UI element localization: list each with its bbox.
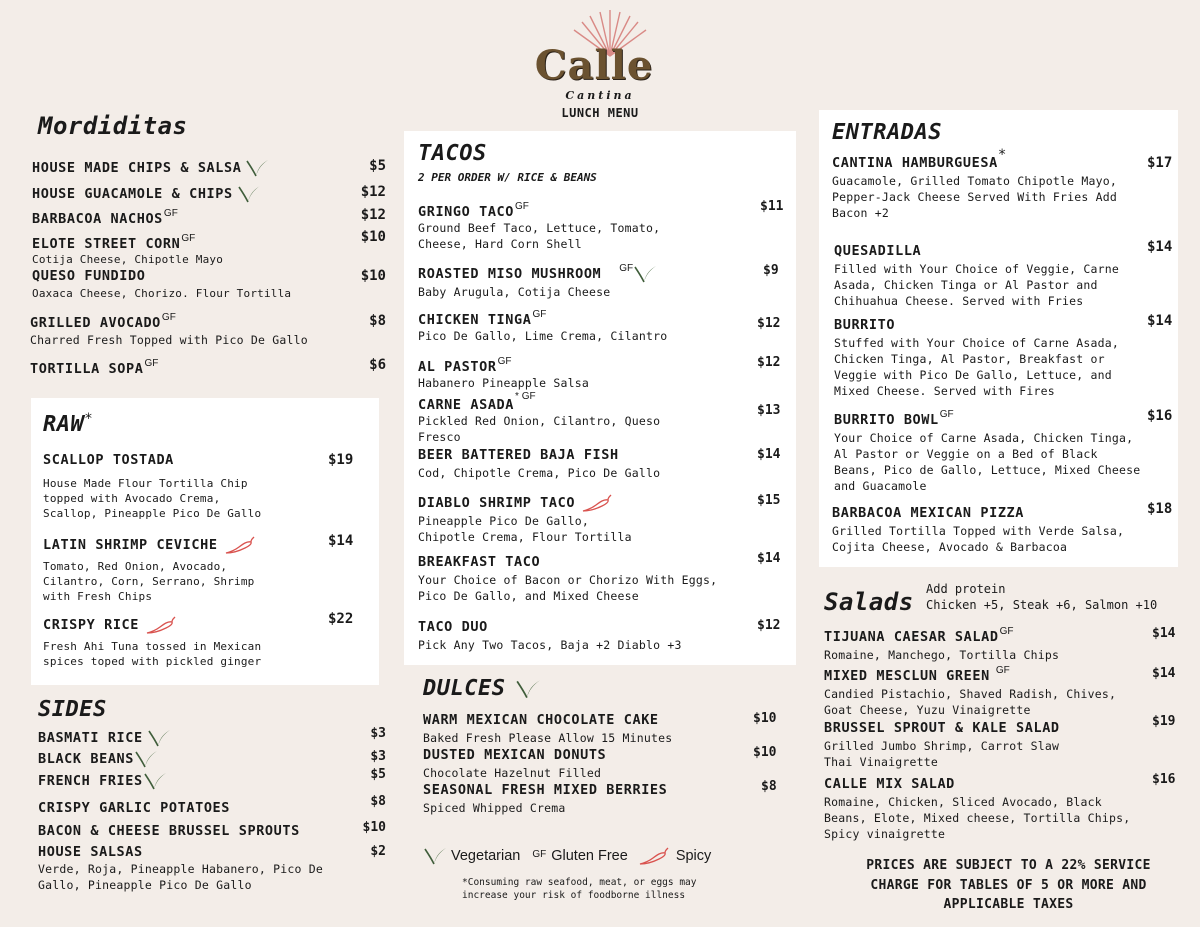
item-price: $19 <box>328 452 354 468</box>
spicy-icon <box>224 535 258 555</box>
item-description: Verde, Roja, Pineapple Habanero, Pico De Gallo, Pineapple Pico De Gallo <box>38 862 323 892</box>
item-price: $6 <box>369 357 386 373</box>
item-name: ROASTED MISO MUSHROOM <box>418 266 602 282</box>
item-name: GRILLED AVOCADO <box>30 315 161 331</box>
item-price: $12 <box>757 618 781 633</box>
item-name: AL PASTOR <box>418 359 497 375</box>
item-name: BRUSSEL SPROUT & KALE SALAD <box>824 720 1060 736</box>
item-description: Stuffed with Your Choice of Carne Asada, Chicken Tinga, Al Pastor, Breakfast or Veggie with Pico De Gallo, Lettuce, and Mixed Cheese. Served with Fires <box>834 336 1119 398</box>
item-price: $14 <box>757 551 781 566</box>
item-description: Grilled Tortilla Topped with Verde Salsa, Cojita Cheese, Avocado & Barbacoa <box>832 524 1125 554</box>
item-name: BASMATI RICE <box>38 730 143 746</box>
item-price: $14 <box>1147 239 1173 255</box>
legend-spicy-label: Spicy <box>675 848 712 864</box>
item-description: Grilled Jumbo Shrimp, Carrot Slaw Thai Vinaigrette <box>824 739 1060 769</box>
gluten-free-mark: GF <box>532 309 547 320</box>
item-price: $10 <box>360 268 386 284</box>
menu-item <box>43 614 343 669</box>
item-name: SEASONAL FRESH MIXED BERRIES <box>423 782 668 798</box>
item-name: SCALLOP TOSTADA <box>43 452 174 468</box>
menu-item <box>418 201 708 252</box>
vegetarian-icon <box>134 749 158 769</box>
legend-vegetarian-label: Vegetarian <box>451 848 521 864</box>
legend-gluten-free-label: Gluten Free <box>551 848 628 864</box>
item-price: $14 <box>757 447 781 462</box>
item-price: $11 <box>760 199 784 214</box>
menu-item <box>418 492 648 545</box>
item-description: Cotija Cheese, Chipotle Mayo <box>32 253 224 266</box>
item-description: Ground Beef Taco, Lettuce, Tomato, Cheese, Hard Corn Shell <box>418 221 661 251</box>
item-price: $18 <box>1147 501 1173 517</box>
item-name: QUESO FUNDIDO <box>32 268 146 284</box>
gluten-free-mark: GF <box>163 208 178 219</box>
gluten-free-mark: GF <box>161 312 176 323</box>
item-price: $12 <box>757 355 781 370</box>
section-title-salads: Salads <box>824 588 914 616</box>
item-price: $16 <box>1147 408 1173 424</box>
gluten-free-mark: GF <box>497 356 512 367</box>
item-name: TACO DUO <box>418 619 488 635</box>
menu-item <box>38 727 171 748</box>
item-price: $14 <box>328 533 354 549</box>
item-name: BURRITO BOWL <box>834 412 939 428</box>
item-price: $14 <box>1152 666 1176 681</box>
item-name: BLACK BEANS <box>38 751 135 767</box>
service-charge-note: PRICES ARE SUBJECT TO A 22% SERVICE CHARGE FOR TABLES OF 5 OR MORE AND APPLICABLE TAXES <box>866 858 1151 912</box>
menu-label: LUNCH MENU <box>561 106 639 120</box>
raw-panel <box>31 398 379 685</box>
gf-text: GF <box>521 391 536 402</box>
menu-item <box>30 358 158 377</box>
item-name: CHICKEN TINGA <box>418 312 532 328</box>
menu-item <box>418 391 708 445</box>
item-price: $16 <box>1152 772 1176 787</box>
item-price: $17 <box>1147 155 1173 171</box>
item-price: $8 <box>370 794 386 809</box>
menu-item <box>834 243 1149 309</box>
menu-item <box>43 534 343 604</box>
item-price: $2 <box>370 844 386 859</box>
star-mark: * <box>997 147 1007 163</box>
item-name: ELOTE STREET CORN <box>32 236 181 252</box>
gluten-free-mark: GF <box>999 626 1014 637</box>
menu-item <box>418 356 589 391</box>
vegetarian-icon <box>633 264 657 284</box>
item-price: $19 <box>1152 714 1176 729</box>
item-name: CARNE ASADA <box>418 397 515 413</box>
item-description: House Made Flour Tortilla Chip topped with Avocado Crema, Scallop, Pineapple Pico De Gallo <box>43 477 262 520</box>
item-price: $3 <box>370 726 386 741</box>
menu-item <box>43 452 343 521</box>
menu-item <box>32 183 261 204</box>
item-description: Tomato, Red Onion, Avocado, Cilantro, Corn, Serrano, Shrimp with Fresh Chips <box>43 559 255 603</box>
item-description: Cod, Chipotle Crema, Pico De Gallo <box>418 466 661 480</box>
item-description: Pineapple Pico De Gallo, Chipotle Crema, Flour Tortilla <box>418 513 632 544</box>
item-price: $12 <box>757 316 781 331</box>
item-name: TORTILLA SOPA <box>30 361 144 377</box>
vegetarian-icon <box>515 678 541 700</box>
item-description: Oaxaca Cheese, Chorizo. Flour Tortilla <box>32 287 292 300</box>
spicy-icon <box>638 846 672 866</box>
item-price: $8 <box>761 779 777 794</box>
salad-addon-prices: Chicken +5, Steak +6, Salmon +10 <box>926 598 1158 612</box>
item-description: Romaine, Manchego, Tortilla Chips <box>824 648 1060 662</box>
item-description: Habanero Pineapple Salsa <box>418 376 589 390</box>
item-price: $8 <box>369 313 386 329</box>
item-name: HOUSE GUACAMOLE & CHIPS <box>32 186 233 202</box>
gluten-free-mark: GF <box>181 233 196 244</box>
vegetarian-icon <box>237 184 261 204</box>
menu-item <box>824 776 1144 842</box>
item-price: $15 <box>757 493 781 508</box>
item-description: Pick Any Two Tacos, Baja +2 Diablo +3 <box>418 638 682 652</box>
gluten-free-mark: GF <box>939 409 954 420</box>
item-price: $5 <box>369 158 386 174</box>
item-description: Spiced Whipped Crema <box>423 801 566 815</box>
item-description: Filled with Your Choice of Veggie, Carne Asada, Chicken Tinga or Al Pastor and Chihuahua Cheese. Served with Fries <box>834 262 1119 308</box>
item-name: GRINGO TACO <box>418 204 515 220</box>
section-title-tacos: TACOS <box>418 141 487 166</box>
item-description: Your Choice of Bacon or Chorizo With Eggs, Pico De Gallo, and Mixed Cheese <box>418 573 718 603</box>
item-price: $5 <box>370 767 386 782</box>
gluten-free-mark <box>515 391 536 402</box>
spicy-icon <box>581 493 615 513</box>
item-name: CRISPY GARLIC POTATOES <box>38 800 231 816</box>
menu-item <box>824 626 1059 663</box>
raw-star-mark: * <box>84 411 94 427</box>
menu-item <box>824 665 1144 718</box>
legend-gf-mark: GF <box>532 848 547 860</box>
item-name: BURRITO <box>834 317 896 333</box>
gluten-free-mark: GF <box>515 201 529 212</box>
menu-item <box>423 782 667 816</box>
menu-item <box>832 505 1162 555</box>
item-description: Fresh Ahi Tuna tossed in Mexican spices toped with pickled ginger <box>43 639 262 668</box>
menu-item <box>418 619 682 653</box>
menu-item <box>824 720 1094 770</box>
item-price: $3 <box>370 749 386 764</box>
item-price: $22 <box>328 611 354 627</box>
item-description: Pico De Gallo, Lime Crema, Cilantro <box>418 329 668 343</box>
item-price: $12 <box>360 184 386 200</box>
menu-item <box>32 233 223 267</box>
section-title-raw: RAW* <box>43 411 94 437</box>
item-name: WARM MEXICAN CHOCOLATE CAKE <box>423 712 659 728</box>
item-name: HOUSE SALSAS <box>38 844 143 860</box>
menu-item <box>418 447 660 481</box>
menu-item <box>423 712 672 746</box>
menu-item <box>30 312 308 348</box>
section-title-dulces: DULCES <box>423 676 541 701</box>
item-description: Pickled Red Onion, Cilantro, Queso Fresco <box>418 414 661 444</box>
item-price: $14 <box>1152 626 1176 641</box>
spicy-icon <box>145 615 179 635</box>
menu-item <box>834 409 1144 494</box>
item-description: Your Choice of Carne Asada, Chicken Tinga, Al Pastor or Veggie on a Bed of Black Beans, Pico de Gallo, Lettuce, Mixed Cheese and Guacamole <box>834 431 1141 493</box>
item-name: BEER BATTERED BAJA FISH <box>418 447 619 463</box>
item-name: BACON & CHEESE BRUSSEL SPROUTS <box>38 823 300 839</box>
item-price: $14 <box>1147 313 1173 329</box>
section-title-entradas: ENTRADAS <box>832 120 942 145</box>
tacos-panel <box>404 131 796 665</box>
item-name: TIJUANA CAESAR SALAD <box>824 629 999 645</box>
menu-item <box>32 208 178 227</box>
menu-item <box>832 147 1117 221</box>
item-name: BARBACOA NACHOS <box>32 211 163 227</box>
menu-item <box>32 157 269 178</box>
item-name: DIABLO SHRIMP TACO <box>418 495 576 511</box>
menu-item <box>418 309 667 344</box>
menu-item <box>38 797 230 816</box>
section-title-mordiditas: Mordiditas <box>38 112 188 140</box>
vegetarian-icon <box>245 158 269 178</box>
star-mark: * <box>515 391 519 402</box>
salad-addon-title: Add protein <box>926 582 1006 596</box>
item-description: Charred Fresh Topped with Pico De Gallo <box>30 333 308 347</box>
logo-text: Calle <box>534 42 654 89</box>
item-name: MIXED MESCLUN GREEN <box>824 668 990 684</box>
vegetarian-icon <box>423 846 447 866</box>
vegetarian-icon <box>147 728 171 748</box>
menu-item <box>418 554 718 604</box>
entradas-panel <box>819 110 1178 567</box>
item-price: $9 <box>763 263 779 278</box>
item-name: DUSTED MEXICAN DONUTS <box>423 747 607 763</box>
item-name: HOUSE MADE CHIPS & SALSA <box>32 160 242 176</box>
raw-food-disclaimer: *Consuming raw seafood, meat, or eggs may increase your risk of foodborne illness <box>462 877 697 901</box>
item-name: BARBACOA MEXICAN PIZZA <box>832 505 1025 521</box>
item-name: LATIN SHRIMP CEVICHE <box>43 537 218 553</box>
tacos-subtitle: 2 PER ORDER W/ RICE & BEANS <box>418 171 597 184</box>
item-price: $10 <box>360 229 386 245</box>
item-price: $13 <box>757 403 781 418</box>
menu-item <box>38 820 300 839</box>
item-description: Candied Pistachio, Shaved Radish, Chives, Goat Cheese, Yuzu Vinaigrette <box>824 687 1117 717</box>
item-name: QUESADILLA <box>834 243 922 259</box>
menu-item <box>38 748 158 769</box>
menu-item <box>423 747 606 781</box>
vegetarian-icon <box>143 771 167 791</box>
item-name: FRENCH FRIES <box>38 773 143 789</box>
item-price: $10 <box>362 820 386 835</box>
section-title-sides: SIDES <box>38 697 107 722</box>
gluten-free-mark: GF <box>619 263 634 274</box>
menu-item <box>834 317 1154 399</box>
item-price: $10 <box>753 745 777 760</box>
menu-item <box>32 268 291 301</box>
gluten-free-mark: GF <box>995 665 1010 676</box>
item-name: CRISPY RICE <box>43 617 140 633</box>
item-description: Baked Fresh Please Allow 15 Minutes <box>423 731 673 745</box>
item-name: CANTINA HAMBURGUESA <box>832 155 998 171</box>
item-description: Guacamole, Grilled Tomato Chipotle Mayo, Pepper-Jack Cheese Served With Fries Add Bacon +2 <box>832 174 1117 220</box>
menu-item <box>418 263 657 300</box>
menu-item <box>38 844 338 893</box>
menu-item <box>38 770 167 791</box>
item-name: BREAKFAST TACO <box>418 554 541 570</box>
item-price: $12 <box>360 207 386 223</box>
gluten-free-mark: GF <box>144 358 159 369</box>
logo-subtext: Cantina <box>565 89 635 102</box>
icon-legend <box>423 846 711 866</box>
item-name: CALLE MIX SALAD <box>824 776 955 792</box>
item-price: $10 <box>753 711 777 726</box>
item-description: Romaine, Chicken, Sliced Avocado, Black Beans, Elote, Mixed cheese, Tortilla Chips, Spicy vinaigrette <box>824 795 1131 841</box>
item-description: Baby Arugula, Cotija Cheese <box>418 284 611 299</box>
item-description: Chocolate Hazelnut Filled <box>423 766 602 780</box>
